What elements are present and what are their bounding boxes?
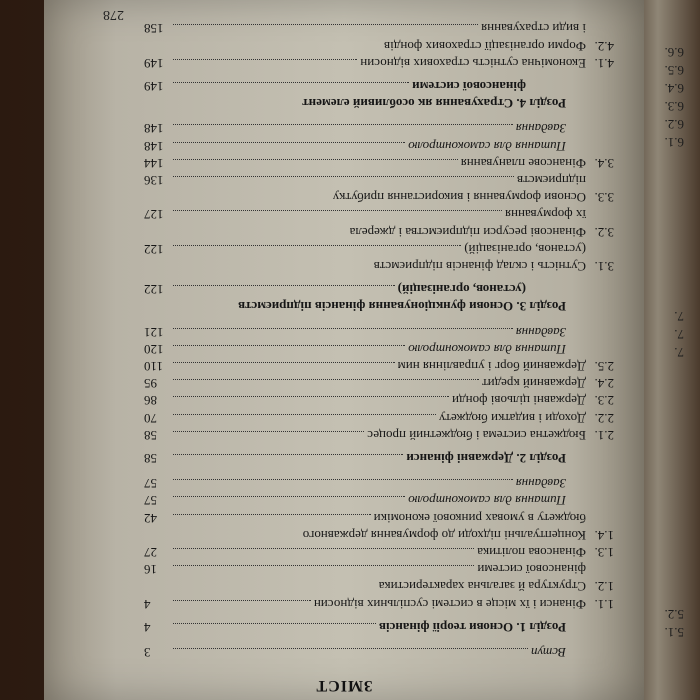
toc-entry-title: Питання для самоконтролю [408, 138, 566, 154]
toc-entry-title-cont: і види страхування [481, 21, 586, 37]
toc-entry-continuation [144, 511, 586, 526]
dot-leader [173, 362, 395, 364]
toc-entry-title-cont: (установ, організацій) [464, 241, 586, 257]
toc-entry-continuation [144, 79, 526, 94]
toc-entry-number: 4.1. [594, 55, 614, 71]
toc-entry-page: 136 [144, 173, 164, 188]
dot-leader [173, 345, 405, 347]
dot-leader [173, 245, 461, 247]
toc-entry-title: Фінансові ресурси підприємства і джерела [349, 224, 586, 240]
toc-entry [144, 139, 566, 154]
toc-entry-number: 3.3. [594, 190, 614, 206]
toc-entry-continuation [144, 242, 586, 257]
toc-entry-title: Державний кредит [482, 376, 586, 392]
toc-entry-number: 1.4. [594, 527, 614, 543]
toc-entry [144, 121, 566, 136]
edge-number: 6.6. [664, 45, 684, 60]
toc-entry [144, 597, 614, 612]
dot-leader [173, 396, 449, 398]
edge-number: 6.5. [664, 63, 684, 78]
dot-leader [173, 431, 364, 433]
toc-entry-title: Розділ 1. Основи теорії фінансів [379, 619, 566, 635]
toc-entry-page: 57 [144, 476, 157, 492]
toc-entry-number: 2.3. [594, 393, 614, 409]
toc-entry-page: 149 [144, 79, 164, 94]
toc-entry-title: Економічна сутність страхових відносин [360, 55, 586, 71]
toc-entry-page: 16 [144, 562, 157, 578]
toc-entry-title: Розділ 2. Державні фінанси [406, 451, 566, 466]
toc-entry [144, 325, 566, 340]
dot-leader [173, 24, 478, 26]
toc-entry-continuation [144, 282, 526, 297]
toc-entry [144, 545, 614, 560]
toc-entry-title: Державні цільові фонди [452, 393, 586, 409]
dot-leader [173, 142, 405, 144]
toc-entry [144, 528, 614, 543]
toc-entry-continuation [144, 173, 586, 188]
dot-leader [173, 159, 458, 161]
dot-leader [173, 548, 474, 550]
toc-entry-number: 4.2. [594, 38, 614, 54]
dot-leader [173, 454, 403, 456]
toc-entry [144, 428, 614, 443]
previous-page-edge [640, 0, 700, 700]
toc-entry [144, 645, 566, 660]
toc-entry-title: Державний борг і управління ним [397, 359, 586, 374]
toc-entry-title: Завдання [515, 476, 566, 492]
edge-number: 7. [674, 327, 684, 342]
toc-entry [144, 156, 614, 171]
toc-entry [144, 96, 566, 111]
toc-entry-page: 58 [144, 451, 157, 466]
edge-number: 6.2. [664, 117, 684, 132]
toc-entry-number: 2.2. [594, 410, 614, 426]
dot-leader [173, 379, 479, 381]
dot-leader [173, 82, 409, 84]
page-number: 278 [103, 7, 124, 22]
toc-entry-page: 27 [144, 545, 157, 560]
dot-leader [173, 623, 376, 625]
toc-entry-page: 127 [144, 207, 164, 223]
table-of-contents [44, 0, 644, 700]
toc-entry-title: Фінансове планування [460, 155, 586, 171]
toc-entry-number: 1.3. [594, 545, 614, 560]
dot-leader [173, 496, 405, 498]
toc-entry-title-cont: бюджету в умовах ринкової економіки [373, 510, 586, 526]
dot-leader [173, 648, 528, 650]
toc-entry [144, 359, 614, 374]
edge-number: 6.3. [664, 99, 684, 114]
dot-leader [173, 176, 514, 178]
toc-entry-page: 110 [144, 359, 164, 374]
dot-leader [173, 414, 436, 416]
toc-entry-number: 3.2. [594, 224, 614, 240]
toc-entry-number: 1.1. [594, 596, 614, 612]
toc-entry-title-cont: їх формування [505, 207, 586, 223]
toc-entry-title: Завдання [515, 121, 566, 137]
dot-leader [173, 600, 311, 602]
toc-entry [144, 56, 614, 71]
toc-entry-title: Основи формування і використання прибутку [332, 190, 586, 206]
edge-number: 5.1. [664, 625, 684, 640]
toc-entry-page: 122 [144, 241, 164, 257]
edge-number: 6.4. [664, 81, 684, 96]
toc-entry-page: 144 [144, 155, 164, 171]
toc-entry [144, 342, 566, 357]
dot-leader [173, 514, 371, 516]
toc-entry-page: 148 [144, 121, 164, 137]
toc-entry-page: 70 [144, 410, 157, 426]
toc-entry-page: 58 [144, 427, 157, 443]
edge-number: 6.1. [664, 135, 684, 150]
toc-entry-title: Бюджетна система і бюджетний процес [367, 427, 586, 443]
edge-number: 5.2. [664, 607, 684, 622]
toc-entry-page: 42 [144, 510, 157, 526]
toc-entry-page: 57 [144, 493, 157, 509]
toc-entry-title: Вступ [530, 645, 566, 660]
toc-entry [144, 225, 614, 240]
toc-entry [144, 493, 566, 508]
toc-entry-title: Доходи і видатки бюджету [438, 410, 586, 426]
dot-leader [173, 479, 513, 481]
toc-entry-page: 158 [144, 21, 164, 37]
page-title: ЗМІСТ [315, 677, 373, 694]
toc-entry [144, 411, 614, 426]
dot-leader [173, 124, 513, 126]
toc-entry-page: 3 [144, 645, 151, 660]
toc-entry-continuation [144, 21, 586, 36]
toc-entry-number: 2.1. [594, 427, 614, 443]
toc-entry [144, 259, 614, 274]
toc-entry-title-cont: (установ, організацій) [397, 282, 526, 298]
toc-entry-title: Розділ 4. Страхування як особливий елемент [302, 96, 566, 112]
toc-entry-number: 1.2. [594, 579, 614, 595]
dot-leader [173, 285, 395, 287]
toc-entry-page: 95 [144, 376, 157, 392]
book-page [44, 0, 644, 700]
toc-entry-page: 121 [144, 324, 164, 340]
toc-entry-page: 86 [144, 393, 157, 409]
toc-entry-page: 148 [144, 138, 164, 154]
toc-entry-page: 122 [144, 282, 164, 298]
toc-entry-title: Питання для самоконтролю [408, 341, 566, 357]
toc-entry-title: Питання для самоконтролю [408, 493, 566, 509]
toc-entry-number: 2.5. [594, 359, 614, 374]
toc-entry [144, 579, 614, 594]
toc-entry [144, 39, 614, 54]
toc-entry-title: Концептуальні підходи до формування державного [302, 527, 586, 543]
dot-leader [173, 328, 513, 330]
toc-entry [144, 620, 566, 635]
toc-entry-number: 3.1. [594, 259, 614, 274]
dot-leader [173, 59, 357, 61]
toc-entry-title-cont: підприємств [517, 173, 586, 188]
toc-entry [144, 190, 614, 205]
toc-entry-page: 4 [144, 619, 151, 635]
toc-entry-continuation [144, 562, 586, 577]
toc-entry-title-cont: фінансової системи [477, 562, 586, 578]
toc-entry-number: 2.4. [594, 376, 614, 392]
toc-entry [144, 476, 566, 491]
toc-entry-title: Фінансова політика [477, 545, 586, 560]
toc-entry-page: 149 [144, 55, 164, 71]
toc-entry-page: 4 [144, 596, 151, 612]
toc-entry-continuation [144, 207, 586, 222]
toc-entry [144, 451, 566, 466]
toc-entry-page: 120 [144, 341, 164, 357]
edge-numbers [644, 0, 684, 700]
dot-leader [173, 210, 502, 212]
edge-number: 7. [674, 309, 684, 324]
toc-entry-title: Структура й загальна характеристика [378, 579, 586, 595]
edge-number: 7. [674, 345, 684, 360]
toc-entry-number: 3.4. [594, 155, 614, 171]
toc-entry [144, 393, 614, 408]
toc-entry [144, 299, 566, 314]
toc-entry-title-cont: фінансової системи [412, 79, 526, 94]
toc-entry-title: Сутність і склад фінансів підприємств [373, 259, 586, 274]
toc-entry-title: Фінанси і їх місце в системі суспільних відносин [313, 596, 586, 612]
toc-entry [144, 376, 614, 391]
toc-entry-title: Розділ 3. Основи функціонування фінансів підприємств [238, 299, 566, 315]
toc-entry-title: Завдання [515, 324, 566, 340]
toc-entry-title: Форми організації страхових фондів [384, 38, 586, 54]
dot-leader [173, 565, 474, 567]
